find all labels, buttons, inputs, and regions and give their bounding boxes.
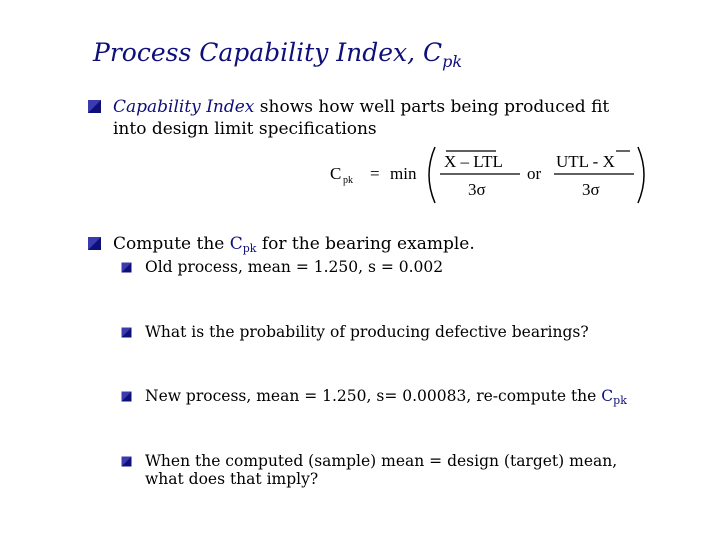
formula-right-paren xyxy=(638,147,644,203)
subbullet-2: What is the probability of producing defective bearings? xyxy=(145,323,589,341)
formula-left-paren xyxy=(429,147,435,203)
bullet1-text: shows how well parts being produced fit xyxy=(254,97,610,117)
formula-lhs: C xyxy=(330,164,342,183)
bullet2-line xyxy=(113,234,475,259)
subbullet-3-cpk-main: C xyxy=(601,387,614,405)
subbullet-3-text: New process, mean = 1.250, s= 0.00083, re-compute the xyxy=(145,387,602,405)
diamond-bullet-icon xyxy=(87,99,102,114)
bullet2-cpk xyxy=(230,234,257,254)
bullet2-text-pre: Compute the xyxy=(113,234,230,254)
cpk-formula xyxy=(330,142,650,208)
formula-lhs-sub: pk xyxy=(343,175,353,186)
subbullet-4-line2: what does that imply? xyxy=(145,470,319,488)
bullet1-italic-term: Capability Index xyxy=(113,97,255,117)
diamond-bullet-icon xyxy=(87,236,102,251)
bullet2-cpk-main: C xyxy=(229,234,243,254)
diamond-bullet-icon xyxy=(121,327,132,338)
bullet2-cpk-sub: pk xyxy=(242,242,257,255)
formula-min: min xyxy=(390,164,417,183)
title-subscript: pk xyxy=(442,52,463,71)
diamond-bullet-icon xyxy=(121,456,132,467)
bullet2-text-post: for the bearing example. xyxy=(256,234,475,254)
formula-or: or xyxy=(527,164,542,183)
formula-num2: UTL - X xyxy=(556,152,615,171)
title-text: Process Capability Index, C xyxy=(93,38,443,67)
bullet1-line1 xyxy=(113,97,609,118)
diamond-bullet-icon xyxy=(121,262,132,273)
subbullet-3-cpk xyxy=(601,387,627,405)
subbullet-3 xyxy=(145,387,627,410)
formula-num1: X – LTL xyxy=(444,152,503,171)
subbullet-4-line1: When the computed (sample) mean = design (target) mean, xyxy=(145,452,618,470)
diamond-bullet-icon xyxy=(121,391,132,402)
subbullet-3-cpk-sub: pk xyxy=(613,394,627,407)
bullet1-line2: into design limit specifications xyxy=(113,119,377,139)
formula-equals: = xyxy=(370,164,380,183)
slide-title xyxy=(93,38,462,71)
subbullet-1: Old process, mean = 1.250, s = 0.002 xyxy=(145,258,444,276)
formula-den2: 3σ xyxy=(582,180,600,199)
formula-den1: 3σ xyxy=(468,180,486,199)
